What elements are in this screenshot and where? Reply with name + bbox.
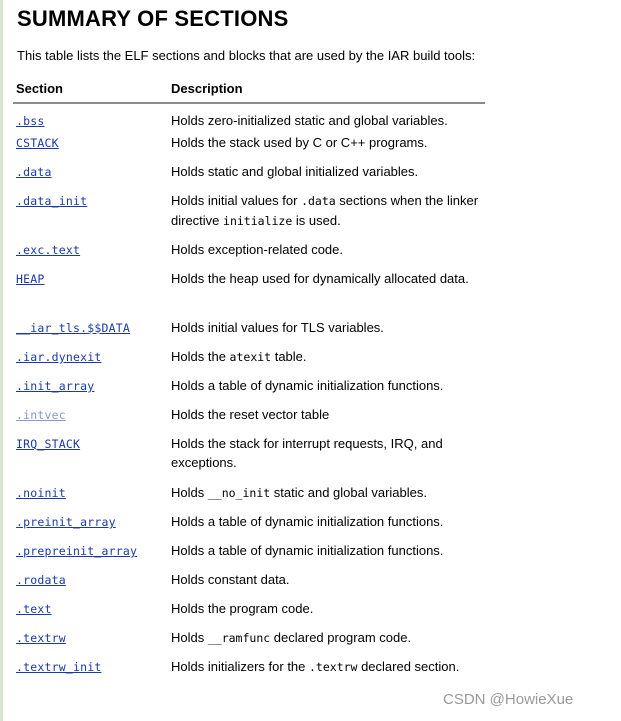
section-link-heap[interactable]: HEAP bbox=[16, 272, 45, 286]
section-description: Holds the atexit table. bbox=[171, 349, 307, 364]
section-description: Holds the reset vector table bbox=[171, 407, 330, 422]
inline-code: .textrw bbox=[309, 660, 358, 674]
section-link-textrw-init[interactable]: .textrw_init bbox=[16, 660, 102, 674]
section-description: Holds initial values for .data sections when the linker directive initialize is used. bbox=[171, 193, 479, 228]
table-row bbox=[13, 376, 485, 405]
section-link-exc-text[interactable]: .exc.text bbox=[16, 243, 81, 257]
section-description: Holds the stack used by C or C++ programs. bbox=[171, 135, 428, 150]
section-description: Holds initial values for TLS variables. bbox=[171, 320, 384, 335]
section-description: Holds static and global initialized variables. bbox=[171, 164, 419, 179]
section-link-iar-tls-data[interactable]: __iar_tls.$$DATA bbox=[16, 321, 130, 335]
table-row bbox=[13, 133, 485, 162]
inline-code: __ramfunc bbox=[207, 631, 271, 645]
sections-table-body bbox=[13, 103, 485, 706]
inline-code: atexit bbox=[229, 350, 272, 364]
section-description: Holds the heap used for dynamically allocated data. bbox=[171, 271, 469, 286]
section-link-textrw[interactable]: .textrw bbox=[16, 631, 66, 645]
section-link-noinit[interactable]: .noinit bbox=[16, 486, 66, 500]
table-row bbox=[13, 541, 485, 570]
page-title: SUMMARY OF SECTIONS bbox=[17, 6, 289, 31]
table-header-row bbox=[13, 77, 485, 103]
table-row bbox=[13, 434, 485, 483]
section-link-irq-stack[interactable]: IRQ_STACK bbox=[16, 437, 81, 451]
section-link-preinit-array[interactable]: .preinit_array bbox=[16, 515, 116, 529]
sections-table bbox=[13, 77, 485, 706]
table-row bbox=[13, 657, 485, 706]
inline-code: __no_init bbox=[207, 486, 271, 500]
section-description: Holds a table of dynamic initialization functions. bbox=[171, 378, 444, 393]
table-row bbox=[13, 269, 485, 318]
intro-text: This table lists the ELF sections and blocks that are used by the IAR build tools: bbox=[17, 48, 476, 63]
table-row bbox=[13, 103, 485, 133]
header-description: Description bbox=[168, 77, 485, 103]
section-link-text[interactable]: .text bbox=[16, 602, 52, 616]
table-row bbox=[13, 318, 485, 347]
table-row bbox=[13, 191, 485, 240]
page-left-border bbox=[0, 0, 3, 721]
table-row bbox=[13, 405, 485, 434]
table-row bbox=[13, 628, 485, 657]
section-description: Holds the stack for interrupt requests, IRQ, and exceptions. bbox=[171, 436, 443, 470]
section-link-intvec[interactable]: .intvec bbox=[16, 408, 66, 422]
section-description: Holds a table of dynamic initialization functions. bbox=[171, 543, 444, 558]
table-row bbox=[13, 162, 485, 191]
section-link-prepreinit-array[interactable]: .prepreinit_array bbox=[16, 544, 138, 558]
section-link-cstack[interactable]: CSTACK bbox=[16, 136, 59, 150]
table-row bbox=[13, 240, 485, 269]
section-description: Holds __ramfunc declared program code. bbox=[171, 630, 412, 645]
section-link-init-array[interactable]: .init_array bbox=[16, 379, 95, 393]
section-description: Holds the program code. bbox=[171, 601, 314, 616]
section-link-rodata[interactable]: .rodata bbox=[16, 573, 66, 587]
section-description: Holds a table of dynamic initialization functions. bbox=[171, 514, 444, 529]
watermark: CSDN @HowieXue bbox=[443, 691, 574, 708]
inline-code: .data bbox=[301, 194, 336, 208]
section-description: Holds zero-initialized static and global variables. bbox=[171, 113, 448, 128]
section-link-bss[interactable]: .bss bbox=[16, 114, 45, 128]
table-row bbox=[13, 512, 485, 541]
section-description: Holds exception-related code. bbox=[171, 242, 343, 257]
section-link-data-init[interactable]: .data_init bbox=[16, 194, 88, 208]
inline-code: initialize bbox=[223, 214, 293, 228]
table-row bbox=[13, 570, 485, 599]
section-link-data[interactable]: .data bbox=[16, 165, 52, 179]
table-row bbox=[13, 599, 485, 628]
section-description: Holds initializers for the .textrw declared section. bbox=[171, 659, 460, 674]
header-section: Section bbox=[13, 77, 168, 103]
table-row bbox=[13, 483, 485, 512]
table-row bbox=[13, 347, 485, 376]
section-description: Holds __no_init static and global variables. bbox=[171, 485, 427, 500]
section-link-iar-dynexit[interactable]: .iar.dynexit bbox=[16, 350, 102, 364]
section-description: Holds constant data. bbox=[171, 572, 290, 587]
